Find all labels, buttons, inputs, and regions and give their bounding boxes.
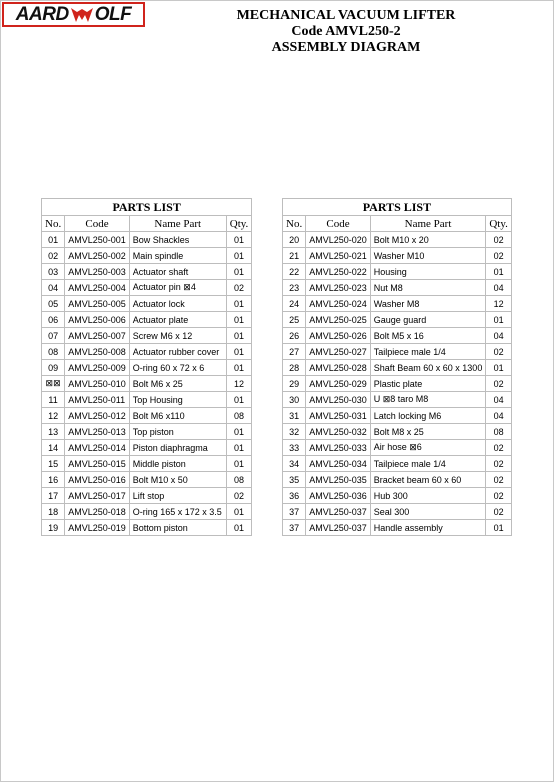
part-qty-cell: 04 bbox=[486, 280, 512, 296]
part-qty-cell: 02 bbox=[486, 232, 512, 248]
logo-text-right: OLF bbox=[94, 3, 132, 25]
table-row bbox=[42, 232, 252, 248]
part-qty-cell: 01 bbox=[226, 440, 252, 456]
part-code-cell: AMVL250-036 bbox=[306, 488, 371, 504]
part-code-cell: AMVL250-006 bbox=[65, 312, 130, 328]
part-qty-cell: 08 bbox=[226, 408, 252, 424]
part-code-cell: AMVL250-007 bbox=[65, 328, 130, 344]
part-number-cell: 28 bbox=[283, 360, 306, 376]
part-code-cell: AMVL250-018 bbox=[65, 504, 130, 520]
part-number-cell: 19 bbox=[42, 520, 65, 536]
column-header-code: Code bbox=[306, 216, 371, 232]
table-row bbox=[42, 520, 252, 536]
parts-list-table-left bbox=[41, 198, 252, 536]
part-name-cell: Gauge guard bbox=[370, 312, 486, 328]
part-name-cell: Tailpiece male 1/4 bbox=[370, 456, 486, 472]
part-name-cell: Lift stop bbox=[129, 488, 226, 504]
part-number-cell: 24 bbox=[283, 296, 306, 312]
table-row bbox=[42, 280, 252, 296]
part-number-cell: 18 bbox=[42, 504, 65, 520]
part-qty-cell: 01 bbox=[226, 392, 252, 408]
part-qty-cell: 01 bbox=[226, 264, 252, 280]
table-row bbox=[283, 408, 512, 424]
part-code-cell: AMVL250-004 bbox=[65, 280, 130, 296]
part-code-cell: AMVL250-009 bbox=[65, 360, 130, 376]
part-code-cell: AMVL250-015 bbox=[65, 456, 130, 472]
part-name-cell: O-ring 165 x 172 x 3.5 bbox=[129, 504, 226, 520]
column-header-name: Name Part bbox=[129, 216, 226, 232]
part-qty-cell: 01 bbox=[226, 296, 252, 312]
part-code-cell: AMVL250-002 bbox=[65, 248, 130, 264]
part-qty-cell: 01 bbox=[226, 312, 252, 328]
part-qty-cell: 02 bbox=[486, 248, 512, 264]
table-row bbox=[42, 248, 252, 264]
part-code-cell: AMVL250-025 bbox=[306, 312, 371, 328]
part-code-cell: AMVL250-013 bbox=[65, 424, 130, 440]
part-qty-cell: 01 bbox=[226, 520, 252, 536]
part-code-cell: AMVL250-028 bbox=[306, 360, 371, 376]
part-number-cell: 31 bbox=[283, 408, 306, 424]
part-qty-cell: 01 bbox=[226, 328, 252, 344]
part-qty-cell: 02 bbox=[226, 488, 252, 504]
parts-list-caption: PARTS LIST bbox=[283, 199, 512, 216]
table-row bbox=[283, 456, 512, 472]
part-number-cell: 13 bbox=[42, 424, 65, 440]
table-row bbox=[283, 472, 512, 488]
part-number-cell: 30 bbox=[283, 392, 306, 408]
parts-list-body bbox=[42, 232, 252, 536]
part-qty-cell: 01 bbox=[486, 264, 512, 280]
part-code-cell: AMVL250-003 bbox=[65, 264, 130, 280]
part-name-cell: Actuator shaft bbox=[129, 264, 226, 280]
part-name-cell: Actuator plate bbox=[129, 312, 226, 328]
table-row bbox=[42, 312, 252, 328]
part-qty-cell: 12 bbox=[226, 376, 252, 392]
table-row bbox=[42, 440, 252, 456]
table-row bbox=[283, 280, 512, 296]
part-name-cell: Bow Shackles bbox=[129, 232, 226, 248]
table-row bbox=[283, 296, 512, 312]
column-header-qty: Qty. bbox=[226, 216, 252, 232]
part-name-cell: Actuator rubber cover bbox=[129, 344, 226, 360]
part-number-cell: 11 bbox=[42, 392, 65, 408]
logo-text-left: AARD bbox=[15, 3, 69, 25]
table-row bbox=[283, 440, 512, 456]
part-code-cell: AMVL250-037 bbox=[306, 520, 371, 536]
part-qty-cell: 02 bbox=[486, 456, 512, 472]
part-qty-cell: 02 bbox=[486, 440, 512, 456]
part-number-cell: 26 bbox=[283, 328, 306, 344]
part-number-cell: 04 bbox=[42, 280, 65, 296]
table-row bbox=[42, 408, 252, 424]
part-name-cell: Middle piston bbox=[129, 456, 226, 472]
part-name-cell: Bolt M6 x110 bbox=[129, 408, 226, 424]
part-name-cell: Bolt M6 x 25 bbox=[129, 376, 226, 392]
part-number-cell: 05 bbox=[42, 296, 65, 312]
part-code-cell: AMVL250-030 bbox=[306, 392, 371, 408]
table-row bbox=[283, 424, 512, 440]
part-name-cell: Plastic plate bbox=[370, 376, 486, 392]
part-number-cell: 14 bbox=[42, 440, 65, 456]
part-number-cell: 09 bbox=[42, 360, 65, 376]
part-qty-cell: 08 bbox=[486, 424, 512, 440]
part-name-cell: Tailpiece male 1/4 bbox=[370, 344, 486, 360]
column-header-name: Name Part bbox=[370, 216, 486, 232]
part-name-cell: Bracket beam 60 x 60 bbox=[370, 472, 486, 488]
part-number-cell: 07 bbox=[42, 328, 65, 344]
table-row bbox=[283, 504, 512, 520]
table-row bbox=[283, 344, 512, 360]
table-row bbox=[42, 488, 252, 504]
part-name-cell: Hub 300 bbox=[370, 488, 486, 504]
wolf-head-icon bbox=[70, 7, 94, 23]
part-name-cell: Bolt M10 x 50 bbox=[129, 472, 226, 488]
document-title bbox=[190, 8, 502, 56]
part-code-cell: AMVL250-033 bbox=[306, 440, 371, 456]
part-code-cell: AMVL250-016 bbox=[65, 472, 130, 488]
part-number-cell: 20 bbox=[283, 232, 306, 248]
part-number-cell: 12 bbox=[42, 408, 65, 424]
part-name-cell: Bolt M5 x 16 bbox=[370, 328, 486, 344]
part-name-cell: Actuator lock bbox=[129, 296, 226, 312]
part-name-cell: Washer M8 bbox=[370, 296, 486, 312]
part-name-cell: Main spindle bbox=[129, 248, 226, 264]
parts-list-table-right bbox=[282, 198, 512, 536]
part-code-cell: AMVL250-031 bbox=[306, 408, 371, 424]
part-number-cell: 17 bbox=[42, 488, 65, 504]
part-name-cell: O-ring 60 x 72 x 6 bbox=[129, 360, 226, 376]
part-code-cell: AMVL250-019 bbox=[65, 520, 130, 536]
table-row bbox=[42, 376, 252, 392]
part-qty-cell: 01 bbox=[226, 248, 252, 264]
part-number-cell: 37 bbox=[283, 520, 306, 536]
part-code-cell: AMVL250-011 bbox=[65, 392, 130, 408]
part-code-cell: AMVL250-023 bbox=[306, 280, 371, 296]
part-code-cell: AMVL250-010 bbox=[65, 376, 130, 392]
part-name-cell: Screw M6 x 12 bbox=[129, 328, 226, 344]
table-row bbox=[283, 520, 512, 536]
column-header-no: No. bbox=[42, 216, 65, 232]
part-code-cell: AMVL250-005 bbox=[65, 296, 130, 312]
part-code-cell: AMVL250-001 bbox=[65, 232, 130, 248]
part-number-cell: 32 bbox=[283, 424, 306, 440]
part-qty-cell: 02 bbox=[486, 472, 512, 488]
part-code-cell: AMVL250-027 bbox=[306, 344, 371, 360]
table-row bbox=[42, 328, 252, 344]
part-code-cell: AMVL250-020 bbox=[306, 232, 371, 248]
part-qty-cell: 08 bbox=[226, 472, 252, 488]
part-code-cell: AMVL250-021 bbox=[306, 248, 371, 264]
part-number-cell: 02 bbox=[42, 248, 65, 264]
column-header-code: Code bbox=[65, 216, 130, 232]
part-code-cell: AMVL250-012 bbox=[65, 408, 130, 424]
part-code-cell: AMVL250-022 bbox=[306, 264, 371, 280]
part-number-cell: ⊠⊠ bbox=[42, 376, 65, 392]
table-row bbox=[42, 344, 252, 360]
part-qty-cell: 01 bbox=[226, 232, 252, 248]
part-name-cell: Top piston bbox=[129, 424, 226, 440]
part-number-cell: 35 bbox=[283, 472, 306, 488]
part-qty-cell: 01 bbox=[486, 520, 512, 536]
part-name-cell: U ⊠8 taro M8 bbox=[370, 392, 486, 408]
part-number-cell: 21 bbox=[283, 248, 306, 264]
table-row bbox=[42, 504, 252, 520]
column-header-no: No. bbox=[283, 216, 306, 232]
table-row bbox=[283, 264, 512, 280]
table-row bbox=[283, 488, 512, 504]
table-row bbox=[42, 392, 252, 408]
table-row bbox=[42, 472, 252, 488]
part-name-cell: Piston diaphragma bbox=[129, 440, 226, 456]
part-qty-cell: 04 bbox=[486, 328, 512, 344]
parts-list-caption: PARTS LIST bbox=[42, 199, 252, 216]
part-code-cell: AMVL250-017 bbox=[65, 488, 130, 504]
part-number-cell: 34 bbox=[283, 456, 306, 472]
part-number-cell: 33 bbox=[283, 440, 306, 456]
title-line-diagram: ASSEMBLY DIAGRAM bbox=[271, 40, 421, 55]
part-name-cell: Top Housing bbox=[129, 392, 226, 408]
part-qty-cell: 02 bbox=[226, 280, 252, 296]
table-row bbox=[283, 312, 512, 328]
part-qty-cell: 02 bbox=[486, 488, 512, 504]
part-name-cell: Handle assembly bbox=[370, 520, 486, 536]
part-number-cell: 27 bbox=[283, 344, 306, 360]
part-code-cell: AMVL250-034 bbox=[306, 456, 371, 472]
part-qty-cell: 01 bbox=[226, 360, 252, 376]
part-name-cell: Washer M10 bbox=[370, 248, 486, 264]
part-name-cell: Shaft Beam 60 x 60 x 1300 bbox=[370, 360, 486, 376]
table-row bbox=[42, 360, 252, 376]
parts-list-body bbox=[283, 232, 512, 536]
part-name-cell: Bottom piston bbox=[129, 520, 226, 536]
part-name-cell: Nut M8 bbox=[370, 280, 486, 296]
table-row bbox=[42, 264, 252, 280]
part-code-cell: AMVL250-008 bbox=[65, 344, 130, 360]
part-qty-cell: 02 bbox=[486, 344, 512, 360]
part-code-cell: AMVL250-014 bbox=[65, 440, 130, 456]
part-qty-cell: 04 bbox=[486, 392, 512, 408]
table-row bbox=[42, 456, 252, 472]
table-row bbox=[42, 424, 252, 440]
part-number-cell: 29 bbox=[283, 376, 306, 392]
title-line-product: MECHANICAL VACUUM LIFTER bbox=[236, 8, 456, 23]
part-qty-cell: 12 bbox=[486, 296, 512, 312]
column-header-qty: Qty. bbox=[486, 216, 512, 232]
part-number-cell: 15 bbox=[42, 456, 65, 472]
part-qty-cell: 01 bbox=[486, 360, 512, 376]
part-name-cell: Seal 300 bbox=[370, 504, 486, 520]
part-name-cell: Bolt M8 x 25 bbox=[370, 424, 486, 440]
part-name-cell: Air hose ⊠6 bbox=[370, 440, 486, 456]
part-name-cell: Actuator pin ⊠4 bbox=[129, 280, 226, 296]
part-number-cell: 01 bbox=[42, 232, 65, 248]
part-number-cell: 37 bbox=[283, 504, 306, 520]
part-qty-cell: 01 bbox=[226, 424, 252, 440]
part-qty-cell: 01 bbox=[226, 344, 252, 360]
brand-logo bbox=[2, 2, 145, 27]
part-name-cell: Latch locking M6 bbox=[370, 408, 486, 424]
part-number-cell: 06 bbox=[42, 312, 65, 328]
part-code-cell: AMVL250-037 bbox=[306, 504, 371, 520]
part-name-cell: Bolt M10 x 20 bbox=[370, 232, 486, 248]
part-number-cell: 36 bbox=[283, 488, 306, 504]
table-row bbox=[283, 376, 512, 392]
table-row bbox=[42, 296, 252, 312]
table-row bbox=[283, 392, 512, 408]
part-qty-cell: 04 bbox=[486, 408, 512, 424]
part-qty-cell: 01 bbox=[226, 456, 252, 472]
part-number-cell: 23 bbox=[283, 280, 306, 296]
part-number-cell: 08 bbox=[42, 344, 65, 360]
part-code-cell: AMVL250-035 bbox=[306, 472, 371, 488]
part-number-cell: 22 bbox=[283, 264, 306, 280]
part-code-cell: AMVL250-032 bbox=[306, 424, 371, 440]
table-row bbox=[283, 328, 512, 344]
part-qty-cell: 02 bbox=[486, 376, 512, 392]
table-row bbox=[283, 360, 512, 376]
table-row bbox=[283, 232, 512, 248]
title-line-code: Code AMVL250-2 bbox=[291, 24, 401, 39]
part-qty-cell: 01 bbox=[486, 312, 512, 328]
part-code-cell: AMVL250-026 bbox=[306, 328, 371, 344]
part-qty-cell: 01 bbox=[226, 504, 252, 520]
part-qty-cell: 02 bbox=[486, 504, 512, 520]
table-row bbox=[283, 248, 512, 264]
part-code-cell: AMVL250-029 bbox=[306, 376, 371, 392]
part-number-cell: 16 bbox=[42, 472, 65, 488]
part-name-cell: Housing bbox=[370, 264, 486, 280]
part-code-cell: AMVL250-024 bbox=[306, 296, 371, 312]
part-number-cell: 25 bbox=[283, 312, 306, 328]
part-number-cell: 03 bbox=[42, 264, 65, 280]
